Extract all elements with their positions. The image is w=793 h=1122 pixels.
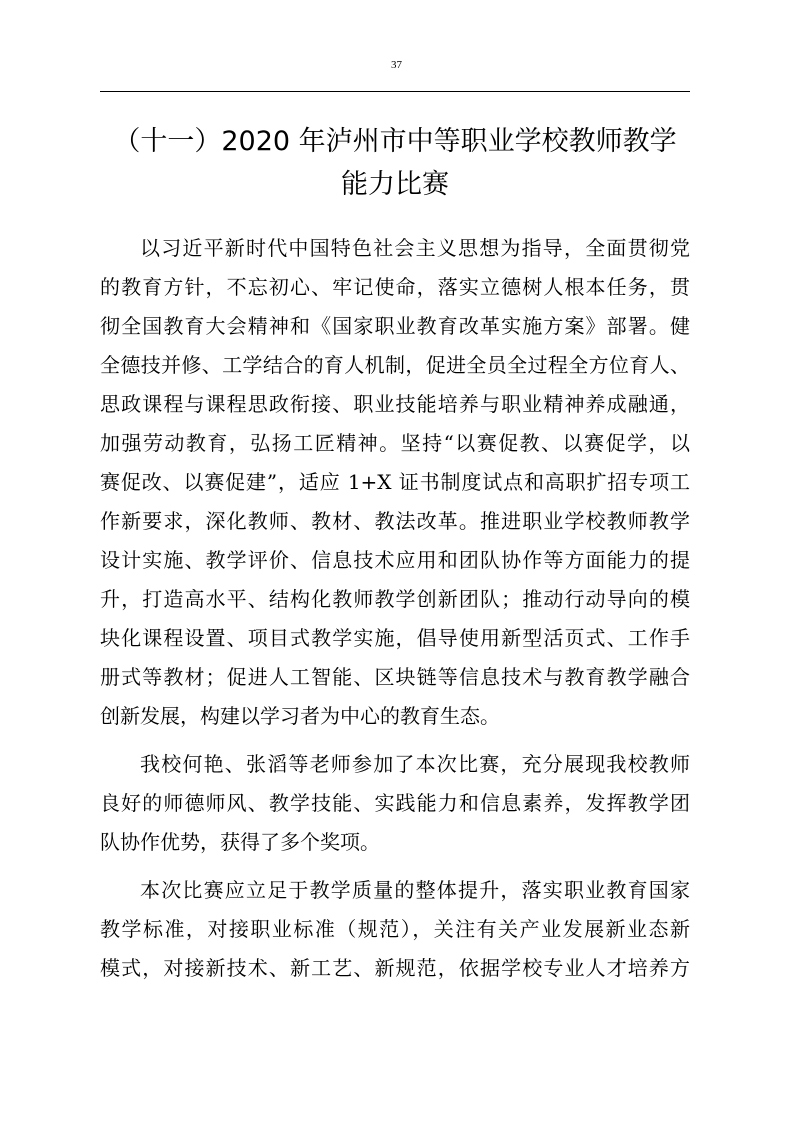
- paragraph: [100, 871, 690, 988]
- text-line: 以习近平新时代中国特色社会主义思想为指导，全面贯彻党: [140, 236, 690, 260]
- text-line: 设计实施、教学评价、信息技术应用和团队协作等方面能力的提: [100, 548, 690, 572]
- section-title-line: 能力比赛: [341, 169, 449, 200]
- text-line: 彻全国教育大会精神和《国家职业教育改革实施方案》部署。健: [100, 314, 690, 338]
- text-line: 本次比赛应立足于教学质量的整体提升，落实职业教育国家: [140, 878, 690, 902]
- page-number: 37: [391, 59, 402, 71]
- text-line: 的教育方针，不忘初心、牢记使命，落实立德树人根本任务，贯: [100, 275, 690, 299]
- text-line: 块化课程设置、项目式教学实施，倡导使用新型活页式、工作手: [100, 626, 690, 650]
- text-line: 我校何艳、张滔等老师参加了本次比赛，充分展现我校教师: [140, 752, 690, 776]
- text-line: 教学标准，对接职业标准（规范），关注有关产业发展新业态新: [100, 917, 690, 941]
- section-title: [100, 120, 690, 206]
- text-line: 创新发展，构建以学习者为中心的教育生态。: [100, 704, 500, 728]
- text-line: 赛促改、以赛促建”，适应 1+X 证书制度试点和高职扩招专项工: [100, 470, 690, 494]
- text-line: 升，打造高水平、结构化教师教学创新团队；推动行动导向的模: [100, 587, 690, 611]
- text-line: 全德技并修、工学结合的育人机制，促进全员全过程全方位育人、: [100, 353, 690, 377]
- text-line: 册式等教材；促进人工智能、区块链等信息技术与教育教学融合: [100, 665, 690, 689]
- text-line: 队协作优势，获得了多个奖项。: [100, 830, 380, 854]
- text-line: 思政课程与课程思政衔接、职业技能培养与职业精神养成融通，: [100, 392, 690, 416]
- paragraph: [100, 229, 690, 736]
- text-line: 加强劳动教育，弘扬工匠精神。坚持“以赛促教、以赛促学，以: [100, 431, 690, 455]
- text-line: 模式，对接新技术、新工艺、新规范，依据学校专业人才培养方: [100, 956, 690, 980]
- section-title-line: （十一）2020 年泸州市中等职业学校教师教学: [113, 126, 677, 157]
- text-line: 作新要求，深化教师、教材、教法改革。推进职业学校教师教学: [100, 509, 690, 533]
- header-divider: [100, 91, 690, 92]
- body-text: [100, 229, 690, 997]
- text-line: 良好的师德师风、教学技能、实践能力和信息素养，发挥教学团: [100, 791, 690, 815]
- paragraph: [100, 745, 690, 862]
